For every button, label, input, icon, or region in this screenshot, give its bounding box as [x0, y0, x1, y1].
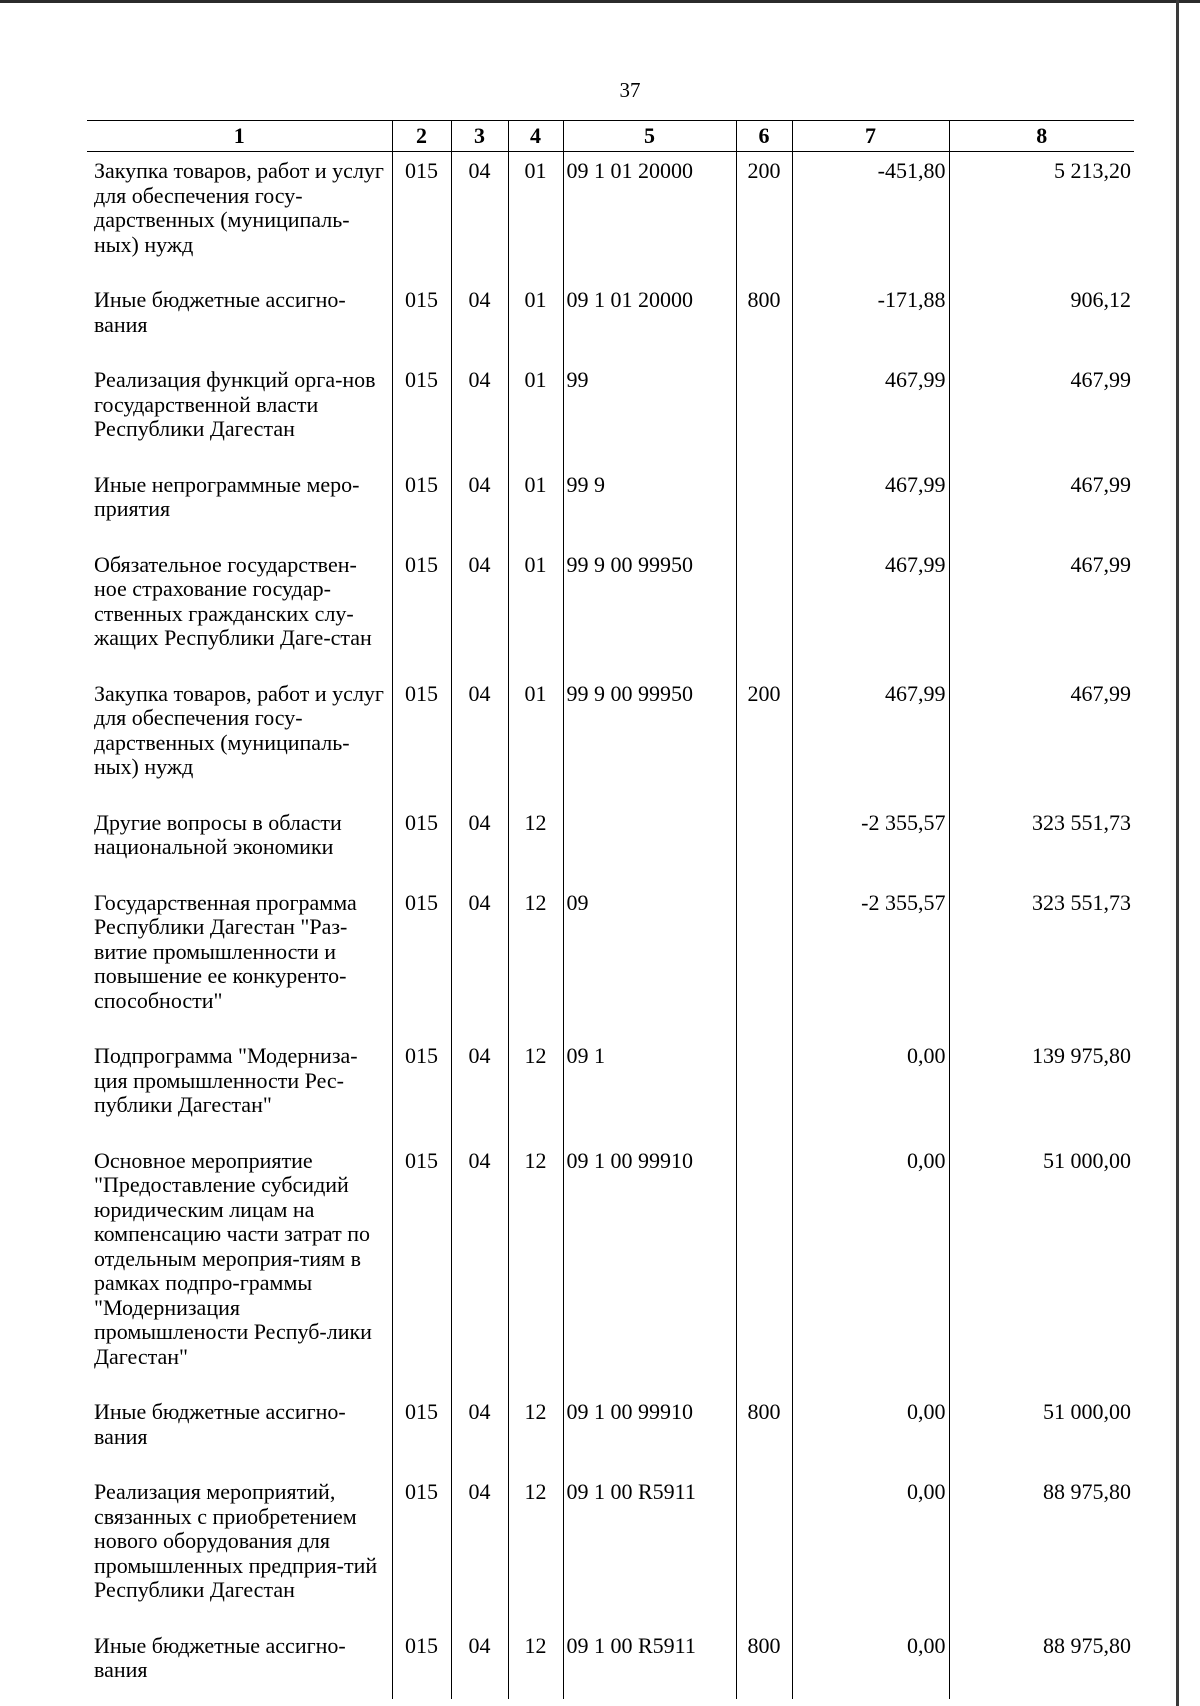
target-item-code: 09 1 00 99910 — [563, 1393, 736, 1473]
item-name: Основное мероприятие "Предоставление субсидий юридическим лицам на компенсацию части затрат по отдельным мероприя-тиям в рамках подпро-граммы "Модернизация промышлености Респуб-лики Дагестан" — [87, 1142, 392, 1394]
change-amount: -2 355,57 — [792, 804, 949, 884]
change-amount: 467,99 — [792, 466, 949, 546]
table-row — [87, 884, 1134, 1038]
target-item-code: 09 1 00 99910 — [563, 1142, 736, 1394]
column-header: 6 — [736, 121, 792, 152]
subsection-code: 01 — [508, 675, 563, 804]
total-amount: 467,99 — [949, 466, 1134, 546]
column-header: 1 — [87, 121, 392, 152]
item-name: Закупка товаров, работ и услуг для обеспечения госу-дарственных (муниципаль-ных) нужд — [87, 675, 392, 804]
change-amount: -171,88 — [792, 281, 949, 361]
expense-type-code: 800 — [736, 1627, 792, 1699]
item-name: Иные непрограммные меро-приятия — [87, 466, 392, 546]
table-row — [87, 1037, 1134, 1142]
table-body — [87, 152, 1134, 1699]
table-row — [87, 546, 1134, 675]
item-name: Подпрограмма "Модерниза-ция промышленности Рес-публики Дагестан" — [87, 1037, 392, 1142]
total-amount: 906,12 — [949, 281, 1134, 361]
expense-type-code — [736, 546, 792, 675]
subsection-code: 01 — [508, 466, 563, 546]
table-row — [87, 675, 1134, 804]
section-code: 04 — [451, 152, 508, 282]
table-row — [87, 361, 1134, 466]
section-code: 04 — [451, 546, 508, 675]
ministry-code: 015 — [392, 1037, 451, 1142]
item-name: Другие вопросы в области национальной экономики — [87, 804, 392, 884]
section-code: 04 — [451, 1473, 508, 1627]
target-item-code: 99 9 00 99950 — [563, 675, 736, 804]
table-row — [87, 152, 1134, 282]
expense-type-code — [736, 466, 792, 546]
table-row — [87, 281, 1134, 361]
total-amount: 139 975,80 — [949, 1037, 1134, 1142]
ministry-code: 015 — [392, 152, 451, 282]
ministry-code: 015 — [392, 675, 451, 804]
target-item-code: 99 9 00 99950 — [563, 546, 736, 675]
ministry-code: 015 — [392, 546, 451, 675]
section-code: 04 — [451, 804, 508, 884]
ministry-code: 015 — [392, 884, 451, 1038]
total-amount: 467,99 — [949, 675, 1134, 804]
target-item-code: 09 1 01 20000 — [563, 152, 736, 282]
change-amount: -2 355,57 — [792, 884, 949, 1038]
expense-type-code — [736, 884, 792, 1038]
table-row — [87, 1142, 1134, 1394]
section-code: 04 — [451, 675, 508, 804]
section-code: 04 — [451, 1037, 508, 1142]
section-code: 04 — [451, 884, 508, 1038]
column-header: 7 — [792, 121, 949, 152]
expense-type-code: 200 — [736, 675, 792, 804]
table-row — [87, 804, 1134, 884]
column-header: 5 — [563, 121, 736, 152]
target-item-code: 99 — [563, 361, 736, 466]
item-name: Реализация мероприятий, связанных с приобретением нового оборудования для промышленных предприя-тий Республики Дагестан — [87, 1473, 392, 1627]
scan-edge-top — [0, 0, 1200, 3]
ministry-code: 015 — [392, 804, 451, 884]
header-row — [87, 121, 1134, 152]
item-name: Государственная программа Республики Дагестан "Раз-витие промышленности и повышение ее конкуренто-способности" — [87, 884, 392, 1038]
section-code: 04 — [451, 281, 508, 361]
section-code: 04 — [451, 466, 508, 546]
expense-type-code — [736, 1142, 792, 1394]
column-header: 8 — [949, 121, 1134, 152]
subsection-code: 12 — [508, 884, 563, 1038]
section-code: 04 — [451, 1142, 508, 1394]
expense-type-code: 800 — [736, 281, 792, 361]
total-amount: 467,99 — [949, 546, 1134, 675]
subsection-code: 12 — [508, 1142, 563, 1394]
total-amount: 5 213,20 — [949, 152, 1134, 282]
expense-type-code — [736, 1473, 792, 1627]
ministry-code: 015 — [392, 1142, 451, 1394]
change-amount: 0,00 — [792, 1037, 949, 1142]
item-name: Иные бюджетные ассигно-вания — [87, 1393, 392, 1473]
column-header: 3 — [451, 121, 508, 152]
expense-type-code — [736, 361, 792, 466]
subsection-code: 01 — [508, 546, 563, 675]
table-row — [87, 1473, 1134, 1627]
item-name: Иные бюджетные ассигно-вания — [87, 281, 392, 361]
section-code: 04 — [451, 1627, 508, 1699]
target-item-code: 09 — [563, 884, 736, 1038]
ministry-code: 015 — [392, 281, 451, 361]
target-item-code: 09 1 00 R5911 — [563, 1473, 736, 1627]
item-name: Реализация функций орга-нов государственной власти Республики Дагестан — [87, 361, 392, 466]
item-name: Обязательное государствен-ное страхование государ-ственных гражданских слу-жащих Республики Даге-стан — [87, 546, 392, 675]
column-header: 2 — [392, 121, 451, 152]
item-name: Иные бюджетные ассигно-вания — [87, 1627, 392, 1699]
ministry-code: 015 — [392, 466, 451, 546]
target-item-code: 09 1 00 R5911 — [563, 1627, 736, 1699]
total-amount: 323 551,73 — [949, 884, 1134, 1038]
expense-type-code: 800 — [736, 1393, 792, 1473]
change-amount: 467,99 — [792, 546, 949, 675]
total-amount: 323 551,73 — [949, 804, 1134, 884]
subsection-code: 12 — [508, 1473, 563, 1627]
total-amount: 51 000,00 — [949, 1142, 1134, 1394]
subsection-code: 12 — [508, 1393, 563, 1473]
scan-edge-right — [1176, 0, 1179, 1706]
change-amount: -451,80 — [792, 152, 949, 282]
change-amount: 0,00 — [792, 1393, 949, 1473]
section-code: 04 — [451, 361, 508, 466]
budget-table — [87, 120, 1134, 1699]
ministry-code: 015 — [392, 361, 451, 466]
subsection-code: 01 — [508, 152, 563, 282]
change-amount: 467,99 — [792, 361, 949, 466]
table-header — [87, 121, 1134, 152]
page-number: 37 — [619, 78, 641, 102]
subsection-code: 01 — [508, 361, 563, 466]
item-name: Закупка товаров, работ и услуг для обеспечения госу-дарственных (муниципаль-ных) нужд — [87, 152, 392, 282]
target-item-code: 99 9 — [563, 466, 736, 546]
change-amount: 0,00 — [792, 1627, 949, 1699]
change-amount: 0,00 — [792, 1142, 949, 1394]
change-amount: 0,00 — [792, 1473, 949, 1627]
target-item-code: 09 1 01 20000 — [563, 281, 736, 361]
table-row — [87, 466, 1134, 546]
column-header: 4 — [508, 121, 563, 152]
subsection-code: 01 — [508, 281, 563, 361]
target-item-code: 09 1 — [563, 1037, 736, 1142]
ministry-code: 015 — [392, 1473, 451, 1627]
expense-type-code: 200 — [736, 152, 792, 282]
subsection-code: 12 — [508, 1627, 563, 1699]
subsection-code: 12 — [508, 1037, 563, 1142]
section-code: 04 — [451, 1393, 508, 1473]
change-amount: 467,99 — [792, 675, 949, 804]
subsection-code: 12 — [508, 804, 563, 884]
expense-type-code — [736, 1037, 792, 1142]
table-row — [87, 1627, 1134, 1699]
total-amount: 88 975,80 — [949, 1473, 1134, 1627]
target-item-code — [563, 804, 736, 884]
total-amount: 51 000,00 — [949, 1393, 1134, 1473]
expense-type-code — [736, 804, 792, 884]
table-row — [87, 1393, 1134, 1473]
total-amount: 88 975,80 — [949, 1627, 1134, 1699]
ministry-code: 015 — [392, 1393, 451, 1473]
total-amount: 467,99 — [949, 361, 1134, 466]
ministry-code: 015 — [392, 1627, 451, 1699]
